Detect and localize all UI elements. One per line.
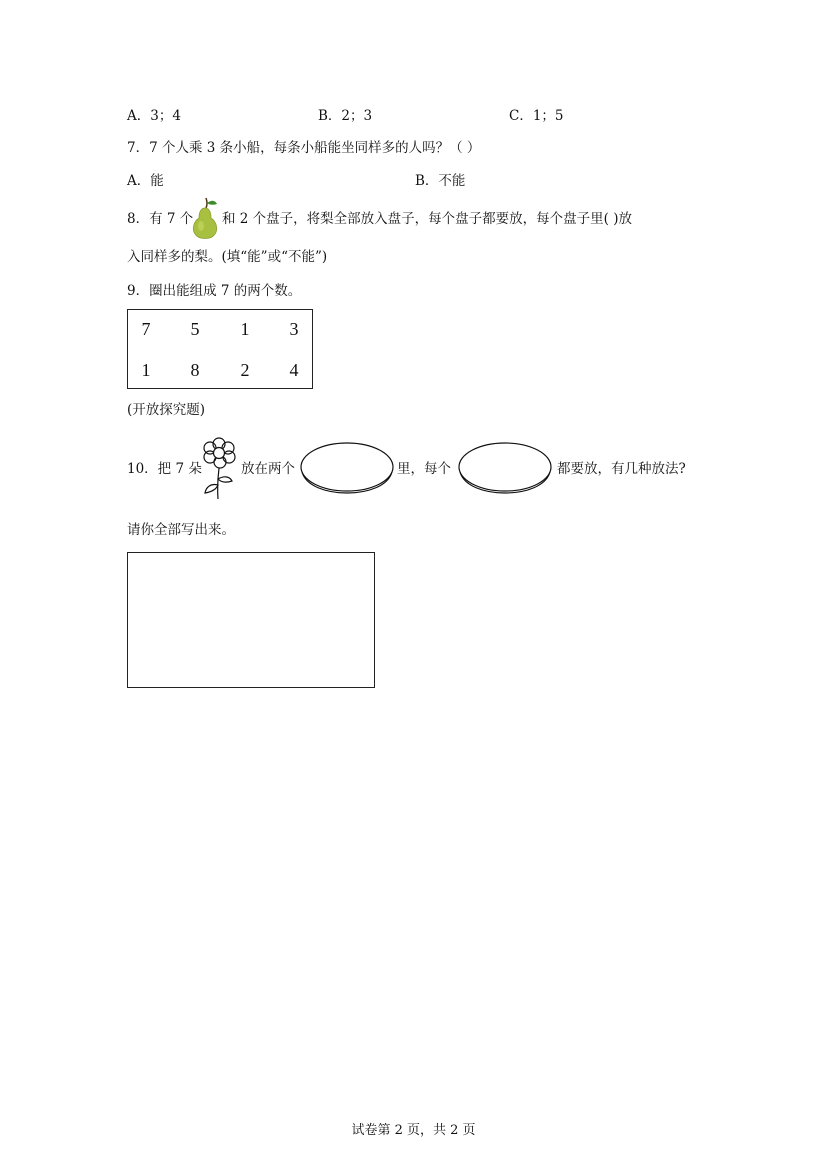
q7-text: 7．7 个人乘 3 条小船，每条小船能坐同样多的人吗？（ ）	[127, 140, 481, 156]
plate-icon	[298, 440, 396, 500]
section-label: (开放探究题)	[127, 402, 206, 418]
q7-option-b: B．不能	[415, 173, 466, 189]
flower-icon	[198, 435, 240, 505]
grid-number[interactable]: 3	[289, 319, 299, 339]
answer-box[interactable]	[127, 552, 375, 688]
q6-option-b: B．2；3	[318, 108, 373, 124]
q10-text-line2: 请你全部写出来。	[127, 522, 235, 538]
grid-number[interactable]: 7	[141, 319, 151, 339]
q9-text: 9．圈出能组成 7 的两个数。	[127, 283, 302, 299]
q6-option-a: A．3；4	[127, 108, 181, 124]
grid-number[interactable]: 5	[190, 319, 200, 339]
number-grid	[127, 309, 313, 389]
page-footer: 试卷第 2 页，共 2 页	[351, 1123, 476, 1138]
q8-text-part1: 8．有 7 个	[127, 211, 194, 227]
q8-text-part2: 和 2 个盘子，将梨全部放入盘子，每个盘子都要放，每个盘子里( )放	[222, 211, 632, 227]
q7-option-a: A．能	[127, 173, 164, 189]
q10-text-part1: 10．把 7 朵	[127, 461, 202, 477]
q10-text-part2: 放在两个	[241, 461, 295, 477]
grid-number[interactable]: 1	[141, 360, 151, 380]
q10-text-part4: 都要放，有几种放法?	[557, 461, 686, 477]
pear-icon	[190, 196, 220, 244]
q8-text-line2: 入同样多的梨。(填“能”或“不能”)	[127, 249, 328, 265]
q10-text-part3: 里，每个	[397, 461, 451, 477]
plate-icon	[456, 440, 554, 500]
grid-number[interactable]: 1	[240, 319, 250, 339]
grid-number[interactable]: 4	[289, 360, 299, 380]
grid-number[interactable]: 8	[190, 360, 200, 380]
q6-option-c: C．1；5	[509, 108, 564, 124]
grid-number[interactable]: 2	[240, 360, 250, 380]
